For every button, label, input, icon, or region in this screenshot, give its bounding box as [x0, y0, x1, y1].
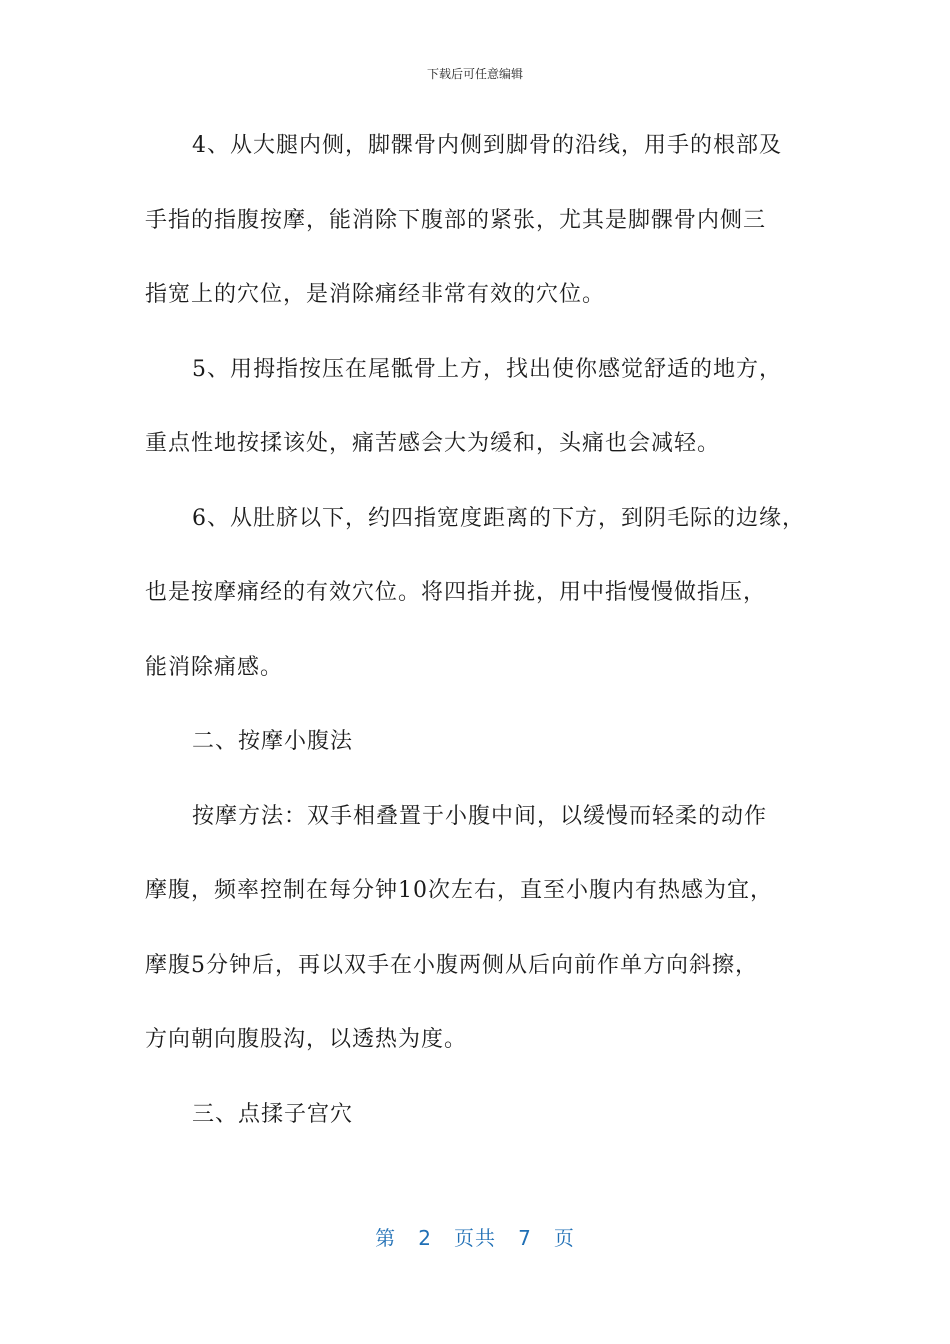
text-line: 摩腹5分钟后，再以双手在小腹两侧从后向前作单方向斜擦，	[145, 952, 758, 978]
text-line: 5、用拇指按压在尾骶骨上方，找出使你感觉舒适的地方，	[192, 356, 782, 382]
text-line: 指宽上的穴位，是消除痛经非常有效的穴位。	[145, 282, 606, 307]
text-line: 摩腹，频率控制在每分钟10次左右，直至小腹内有热感为宜，	[145, 878, 773, 903]
footer-suffix: 页	[553, 1226, 575, 1250]
footer-current-page: 2	[418, 1226, 432, 1250]
text-line: 4、从大腿内侧，脚髁骨内侧到脚骨的沿线，用手的根部及	[192, 133, 782, 158]
text-line: 也是按摩痛经的有效穴位。将四指并拢，用中指慢慢做指压，	[145, 580, 767, 605]
footer-prefix: 第	[375, 1226, 397, 1250]
text-line: 二、按摩小腹法	[192, 729, 354, 754]
footer-total-pages: 7	[518, 1226, 532, 1250]
text-line: 三、点揉子宫穴	[192, 1101, 354, 1127]
footer-middle: 页共	[454, 1226, 496, 1250]
text-line: 重点性地按揉该处，痛苦感会大为缓和，头痛也会减轻。	[145, 431, 721, 456]
text-line: 按摩方法：双手相叠置于小腹中间，以缓慢而轻柔的动作	[192, 803, 768, 829]
text-line: 能消除痛感。	[145, 654, 284, 680]
page-footer	[0, 1224, 950, 1252]
text-line: 手指的指腹按摩，能消除下腹部的紧张，尤其是脚髁骨内侧三	[145, 207, 767, 233]
body-text	[145, 124, 825, 1167]
text-line: 方向朝向腹股沟，以透热为度。	[145, 1027, 468, 1052]
text-line: 6、从肚脐以下，约四指宽度距离的下方，到阴毛际的边缘，	[192, 505, 805, 531]
header-note: 下载后可任意编辑	[426, 67, 523, 81]
